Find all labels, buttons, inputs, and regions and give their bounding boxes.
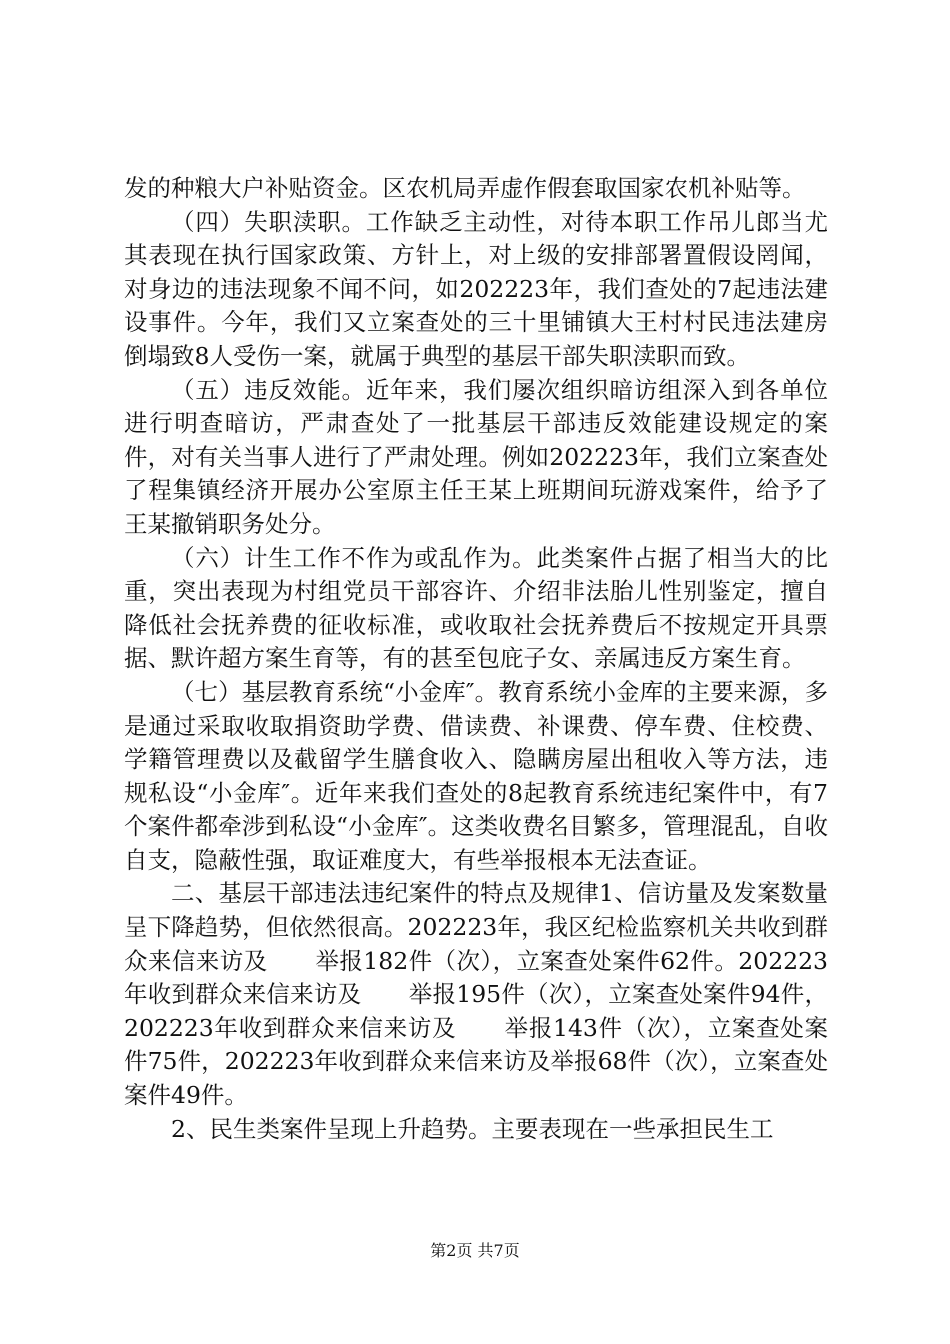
document-body — [124, 172, 828, 1146]
paragraph-dereliction: （四）失职渎职。工作缺乏主动性，对待本职工作吊儿郎当尤其表现在执行国家政策、方针上，对上级的安排部署置假设罔闻，对身边的违法现象不闻不问，如202223年，我们查处的7起违法建设事件。今年，我们又立案查处的三十里铺镇大王村村民违法建房倒塌致8人受伤一案，就属于典型的基层干部失职渎职而致。 — [124, 207, 828, 370]
paragraph-continuation: 发的种粮大户补贴资金。区农机局弄虚作假套取国家农机补贴等。 — [124, 174, 806, 202]
paragraph-slush-fund: （七）基层教育系统“小金库″。教育系统小金库的主要来源，多是通过采取收取捐资助学费、借读费、补课费、停车费、住校费、学籍管理费以及截留学生膳食收入、隐瞒房屋出租收入等方法，违规私设“小金库″。近年来我们查处的8起教育系统违纪案件中，有7个案件都牵涉到私设“小金库″。这类收费名目繁多，管理混乱，自收自支，隐蔽性强，取证难度大，有些举报根本无法查证。 — [124, 677, 828, 874]
page-footer — [0, 1240, 950, 1262]
paragraph-family-planning: （六）计生工作不作为或乱作为。此类案件占据了相当大的比重，突出表现为村组党员干部容许、介绍非法胎儿性别鉴定，擅自降低社会抚养费的征收标准，或收取社会抚养费后不按规定开具票据、默许超方案生育等，有的甚至包庇子女、亲属违反方案生育。 — [124, 543, 828, 673]
paragraph-livelihood: 2、民生类案件呈现上升趋势。主要表现在一些承担民生工 — [171, 1114, 774, 1143]
paragraph-section-two: 二、基层干部违法违纪案件的特点及规律1、信访量及发案数量呈下降趋势，但依然很高。202223年，我区纪检监察机关共收到群众来信来访及 举报182件（次），立案查处案件62件。202223年收到群众来信来访及 举报195件（次），立案查处案件94件，202223年收到群众来信来访及 举报143件（次），立案查处案件75件，202223年收到群众来信来访及举报68件（次），立案查处案件49件。 — [124, 879, 828, 1110]
page-number: 第2页 共7页 — [430, 1241, 520, 1260]
paragraph-efficiency: （五）违反效能。近年来，我们屡次组织暗访组深入到各单位进行明查暗访，严肃查处了一批基层干部违反效能建设规定的案件，对有关当事人进行了严肃处理。例如202223年，我们立案查处了程集镇经济开展办公室原主任王某上班期间玩游戏案件，给予了王某撤销职务处分。 — [124, 375, 828, 538]
